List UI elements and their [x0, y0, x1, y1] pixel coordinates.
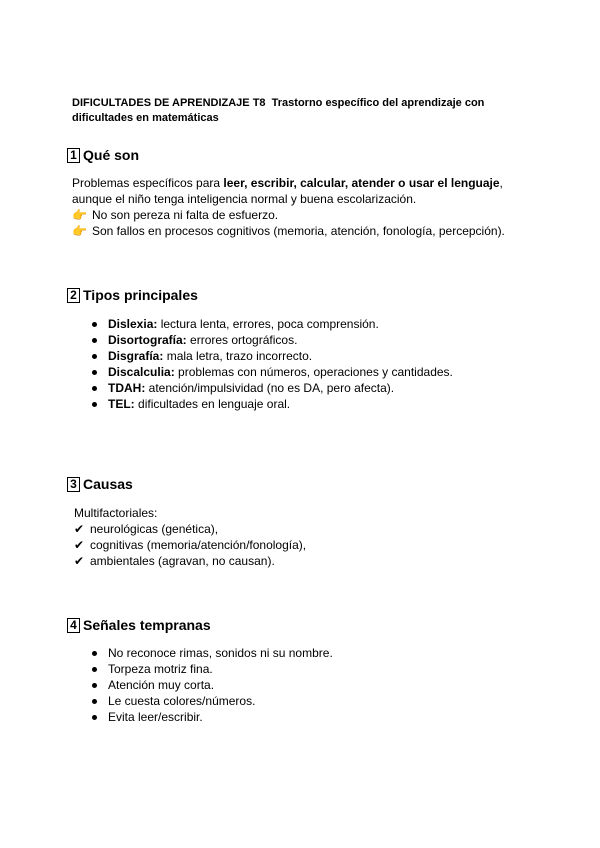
types-list — [90, 316, 453, 412]
term: Disortografía: — [108, 333, 187, 347]
section-2-heading — [67, 285, 198, 305]
definition-emphasis: leer, escribir, calcular, atender o usar el lenguaje — [223, 176, 500, 190]
check-mark-icon: ✔ — [74, 554, 85, 568]
check-line — [74, 537, 306, 553]
term-description: errores ortográficos. — [190, 333, 298, 347]
title-main: DIFICULTADES DE APRENDIZAJE T8 — [72, 97, 266, 109]
section-1-body — [72, 175, 505, 239]
list-item — [90, 380, 453, 396]
term: Discalculia: — [108, 365, 175, 379]
definition-punct: , — [499, 176, 503, 190]
check-mark-icon: ✔ — [74, 522, 85, 536]
title-subtitle: Trastorno específico del aprendizaje con dificultades en matemáticas — [72, 97, 485, 124]
check-text: cognitivas (memoria/atención/fonología), — [90, 538, 307, 552]
section-title: Tipos principales — [83, 287, 198, 303]
section-3-body — [74, 505, 306, 569]
section-number-badge: 1 — [67, 148, 80, 163]
term: TEL: — [108, 397, 135, 411]
pointing-right-icon: 👉 — [72, 208, 87, 222]
term-description: lectura lenta, errores, poca comprensión. — [160, 317, 379, 331]
check-text: ambientales (agravan, no causan). — [90, 554, 275, 568]
document-title — [72, 96, 532, 126]
term-description: atención/impulsividad (no es DA, pero afecta). — [148, 381, 395, 395]
term: Dislexia: — [108, 317, 158, 331]
signs-list — [90, 645, 333, 725]
check-mark-icon: ✔ — [74, 538, 85, 552]
section-number-badge: 3 — [67, 477, 80, 492]
pointing-right-icon: 👉 — [72, 224, 87, 238]
section-number-badge: 4 — [67, 618, 80, 633]
definition-line — [72, 175, 505, 191]
list-item: No reconoce rimas, sonidos ni su nombre. — [90, 645, 333, 661]
check-line — [74, 553, 306, 569]
list-item — [90, 348, 453, 364]
check-line — [74, 521, 306, 537]
check-text: neurológicas (genética), — [90, 522, 219, 536]
list-item: Atención muy corta. — [90, 677, 333, 693]
term-description: dificultades en lenguaje oral. — [138, 397, 291, 411]
term: TDAH: — [108, 381, 146, 395]
list-item: Torpeza motriz fina. — [90, 661, 333, 677]
term: Disgrafía: — [108, 349, 164, 363]
section-3-heading — [67, 474, 133, 494]
list-item — [90, 332, 453, 348]
pointer-text: Son fallos en procesos cognitivos (memoria, atención, fonología, percepción). — [92, 224, 505, 238]
list-item: Le cuesta colores/números. — [90, 693, 333, 709]
section-4-heading — [67, 615, 211, 635]
list-item — [90, 364, 453, 380]
pointer-line — [72, 207, 505, 223]
pointer-text: No son pereza ni falta de esfuerzo. — [92, 208, 279, 222]
section-title: Señales tempranas — [83, 617, 211, 633]
definition-text: Problemas específicos para — [72, 176, 224, 190]
term-description: problemas con números, operaciones y cantidades. — [178, 365, 453, 379]
definition-line-2: aunque el niño tenga inteligencia normal y buena escolarización. — [72, 192, 417, 206]
section-title: Causas — [83, 476, 133, 492]
section-title: Qué son — [83, 147, 140, 163]
pointer-line — [72, 223, 505, 239]
list-item — [90, 316, 453, 332]
section-number-badge: 2 — [67, 288, 80, 303]
section-1-heading — [67, 145, 139, 165]
causes-intro: Multifactoriales: — [74, 506, 158, 520]
list-item — [90, 396, 453, 412]
term-description: mala letra, trazo incorrecto. — [166, 349, 313, 363]
list-item: Evita leer/escribir. — [90, 709, 333, 725]
